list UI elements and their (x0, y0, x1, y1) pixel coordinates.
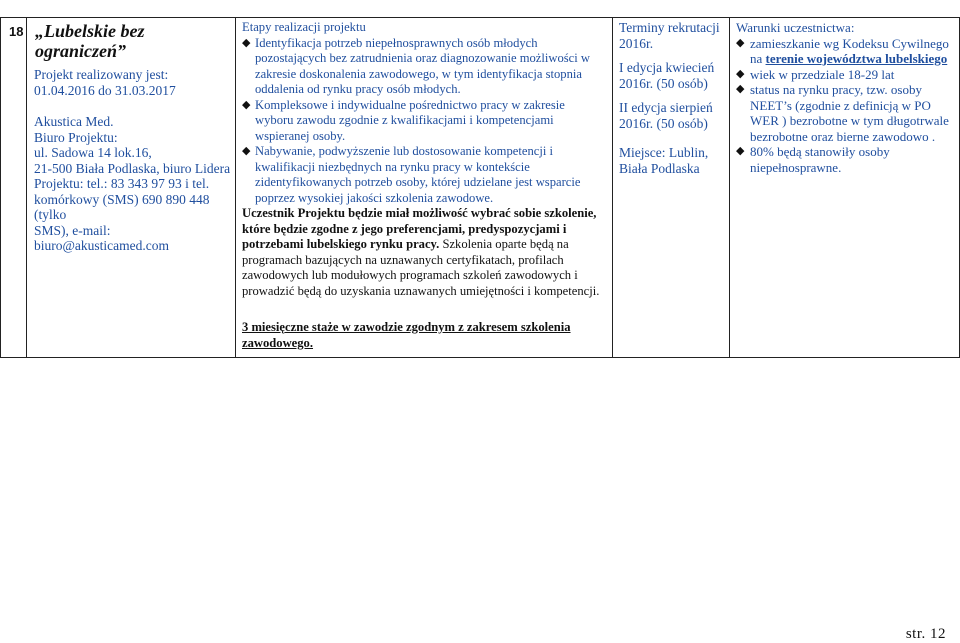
info-line: Biuro Projektu: (34, 129, 118, 145)
list-item (242, 36, 606, 98)
stage-text: Identyfikacja potrzeb niepełnosprawnych osób młodych pozostających bez zatrudnienia oraz diagnozowanie możliwości w zakresie doskonalenia zawodowego, w tym identyfikacja stopnia oddalenia od rynku pracy osób młodych. (255, 35, 590, 96)
stage-text: Kompleksowe i indywidualne pośrednictwo pracy w zakresie wyboru zawodu zgodnie z kwalifikacjami i kompetencjami wspieranej osoby. (255, 97, 565, 143)
training-text: Szkolenia oparte będą na programach bazujących na uznawanych certyfikatach, profilach zawodowych lub modułowych programach szkoleń zawodowych i prowadzić będą do uzyskania uznawanych umiejętności i kompetencji. (242, 237, 600, 298)
info-line: Akustica Med. (34, 114, 114, 129)
row-number: 18 (9, 24, 24, 39)
list-item (242, 98, 606, 145)
diamond-bullet-icon: ◆ (736, 36, 745, 49)
diamond-bullet-icon: ◆ (736, 67, 745, 80)
diamond-bullet-icon: ◆ (736, 83, 745, 95)
dates-heading: Terminy rekrutacji (619, 20, 720, 35)
edition-1-label: I edycja kwiecień (619, 60, 715, 75)
info-line: Projekt realizowany jest: (34, 67, 169, 82)
diamond-bullet-icon: ◆ (242, 145, 251, 157)
edition-2-label: II edycja sierpień (619, 100, 713, 115)
edition-2-detail: 2016r. (50 osób) (619, 115, 708, 131)
edition-1-detail: 2016r. (50 osób) (619, 75, 708, 91)
info-line: Projektu: tel.: 83 343 97 93 i tel. (34, 176, 210, 191)
page-number: str. 12 (905, 626, 946, 642)
list-item (242, 144, 606, 206)
dates-year: 2016r. (619, 35, 654, 51)
info-line: 21-500 Biała Podlaska, biuro Lidera (34, 160, 231, 176)
diamond-bullet-icon: ◆ (736, 145, 745, 157)
stages-list (242, 36, 606, 207)
list-item (736, 144, 955, 175)
condition-text: wiek w przedziale 18-29 lat (750, 66, 895, 82)
project-info-cell (27, 18, 236, 358)
project-title: „Lubelskie bez ograniczeń” (35, 21, 145, 61)
training-paragraph (242, 206, 606, 299)
conditions-heading: Warunki uczestnictwa: (736, 20, 855, 35)
list-item (736, 82, 955, 144)
info-line: 01.04.2016 do 31.03.2017 (34, 82, 176, 98)
internship-text: 3 miesięczne staże w zawodzie zgodnym z zakresem szkolenia zawodowego. (242, 320, 571, 350)
info-line: SMS), e-mail: biuro@akusticamed.com (34, 222, 170, 253)
conditions-cell (730, 18, 960, 358)
condition-text: status na rynku pracy, tzw. osoby NEET’s (zgodnie z definicją w PO WER ) bezrobotne w tym długotrwale bezrobotne oraz bierne zawodowo . (750, 82, 949, 144)
row-number-cell (1, 18, 27, 358)
training-bold-text: Uczestnik Projektu będzie miał możliwość wybrać sobie szkolenie, które będzie zgodne z jego preferencjami, predyspozycjami i potrzebami lubelskiego rynku pracy. (242, 206, 597, 251)
condition-text: zamieszkanie wg Kodeksu Cywilnego na (750, 35, 949, 66)
info-line: komórkowy (SMS) 690 890 448 (tylko (34, 191, 210, 222)
diamond-bullet-icon: ◆ (242, 36, 251, 49)
place-city: Biała Podlaska (619, 160, 700, 176)
diamond-bullet-icon: ◆ (242, 98, 251, 111)
condition-text: 80% będą stanowiły osoby niepełnosprawne. (750, 144, 890, 175)
list-item (736, 36, 955, 67)
list-item (736, 67, 955, 83)
condition-underlined-text: terenie województwa lubelskiego (765, 51, 948, 66)
info-line: ul. Sadowa 14 lok.16, (34, 145, 152, 160)
stages-heading: Etapy realizacji projektu (242, 20, 366, 34)
project-table-row (0, 17, 960, 358)
recruitment-dates-cell (613, 18, 730, 358)
conditions-list (736, 36, 955, 176)
project-stages-cell (236, 18, 613, 358)
place-label: Miejsce: Lublin, (619, 145, 709, 160)
stage-text: Nabywanie, podwyższenie lub dostosowanie kompetencji i kwalifikacji niezbędnych na rynku pracy w kontekście zidentyfikowanych potrzeb osoby, której udzielane jest wsparcie poprzez wysokiej jakości szkolenia zawodowe. (255, 144, 581, 205)
